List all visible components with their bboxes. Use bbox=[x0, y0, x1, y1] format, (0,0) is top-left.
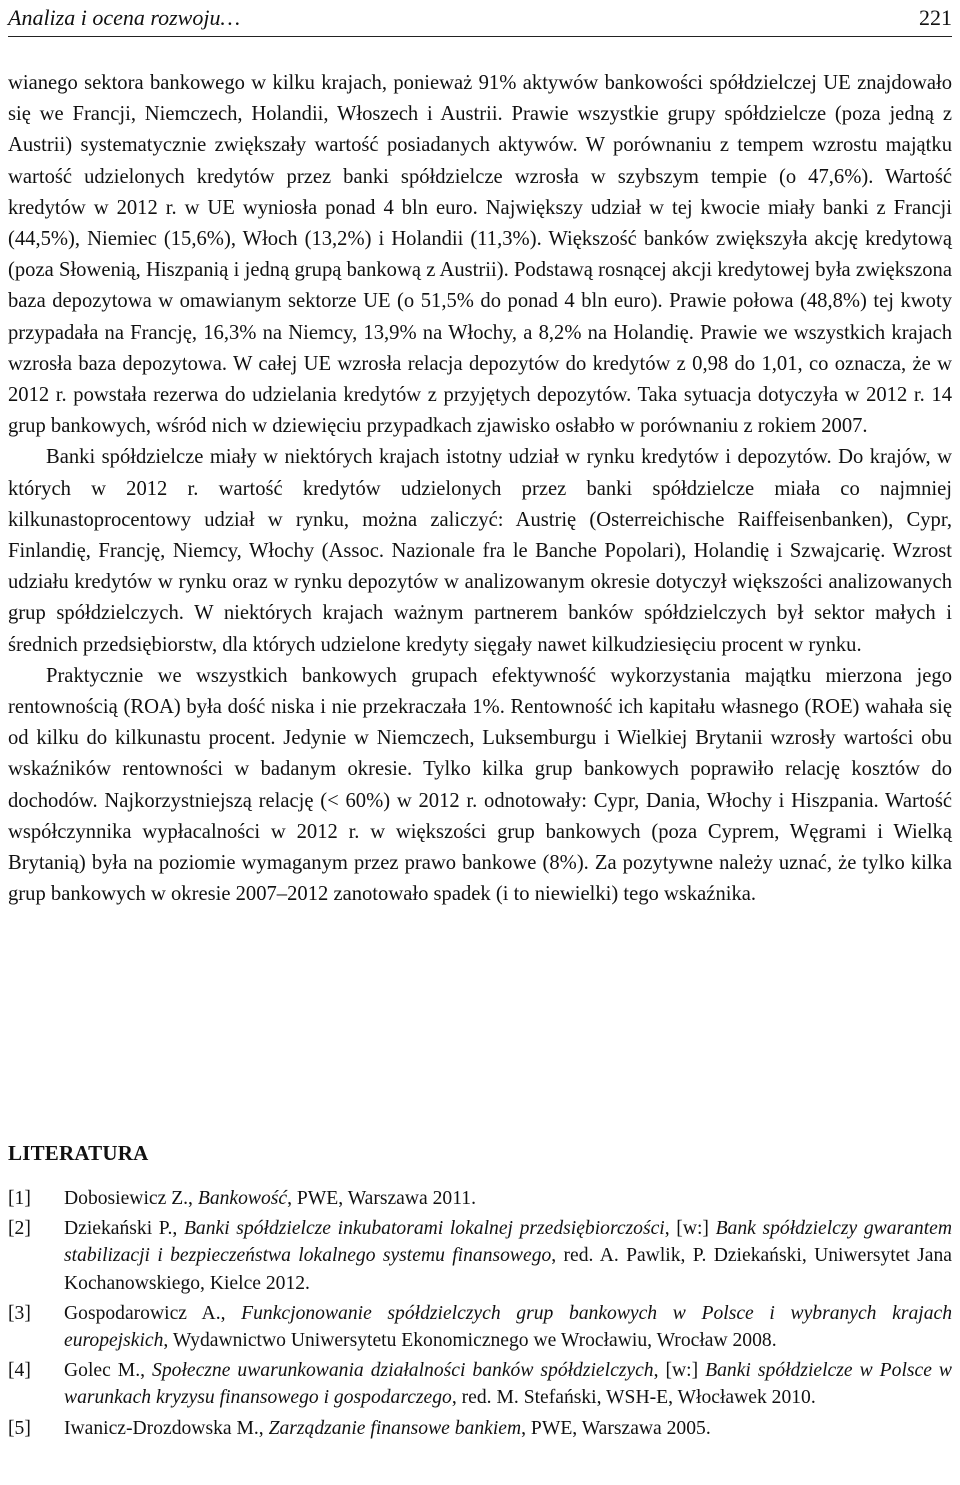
reference-title: Zarządzanie finansowe bankiem bbox=[268, 1417, 522, 1439]
paragraph-1: wianego sektora bankowego w kilku krajach, ponieważ 91% aktywów bankowości spółdzielczej UE znajdowało się we Francji, Niemczech, Holandii, Włoszech i Austrii. Prawie wszystkie grupy spółdzielcze (poza jedną z Austrii) systematycznie zwiększały wartość posiadanych aktywów. W porównaniu z tempem wzrostu majątku wartość udzielonych kredytów przez banki spółdzielcze wzrosła w szybszym tempie (o 47,6%). Wartość kredytów w 2012 r. w UE wyniosła ponad 4 bln euro. Największy udział w tej kwocie miały banki z Francji (44,5%), Niemiec (15,6%), Włoch (13,2%) i Holandii (11,3%). Większość banków zwiększyła akcję kredytową (poza Słowenią, Hiszpanią i jedną grupą bankową z Austrii). Podstawą rosnącej akcji kredytowej była zwiększona baza depozytowa w omawianym sektorze UE (o 51,5% do ponad 4 bln euro). Prawie połowa (48,8%) tej kwoty przypadała na Francję, 16,3% na Niemcy, 13,9% na Włochy, a 8,2% na Holandię. Prawie we wszystkich krajach wzrosła baza depozytowa. W całej UE wzrosła relacja depozytów do kredytów z 0,98 do 1,01, co oznacza, że w 2012 r. powstała rezerwa do udzielania kredytów z przyjętych depozytów. Taka sytuacja dotyczyła w 2012 r. 14 grup bankowych, wśród nich w dziewięciu przypadkach zjawisko osłabło w porównaniu z rokiem 2007. bbox=[8, 72, 952, 438]
paragraph-2: Banki spółdzielcze miały w niektórych krajach istotny udział w rynku kredytów i depozytów. Do krajów, w których w 2012 r. wartość kredytów udzielonych przez banki spółdzielcze miała co najmniej kilkunastoprocentowy udział w rynku, można zaliczyć: Austrię (Osterreichische Raiffeisenbanken), Cypr, Finlandię, Francję, Niemcy, Włochy (Assoc. Nazionale fra le Banche Popolari), Holandię i Szwajcarię. Wzrost udziału kredytów w rynku oraz w rynku depozytów w analizowanym okresie dotyczył większości analizowanych grup spółdzielczych. W niektórych krajach ważnym partnerem banków spółdzielczych był sektor małych i średnich przedsiębiorstw, dla których udzielone kredyty sięgały nawet kilkudziesięciu procent w rynku. bbox=[8, 446, 952, 656]
reference-item bbox=[8, 1357, 952, 1411]
reference-author: Dobosiewicz Z., bbox=[64, 1188, 198, 1209]
reference-author: Dziekański P., bbox=[64, 1218, 184, 1240]
reference-connector: , [w:] bbox=[653, 1360, 706, 1382]
reference-author: Golec M., bbox=[64, 1360, 153, 1382]
reference-author: Gospodarowicz A., bbox=[64, 1302, 242, 1324]
reference-item bbox=[8, 1215, 952, 1297]
reference-number: [3] bbox=[8, 1302, 31, 1324]
reference-title: Społeczne uwarunkowania działalności banków spółdzielczych bbox=[152, 1360, 654, 1382]
reference-book-title: Bank spółdzielczy gwarantem stabilizacji i bezpieczeństwa lokalnego systemu finansowego bbox=[64, 1218, 952, 1267]
reference-details: , PWE, Warszawa 2011. bbox=[287, 1188, 476, 1209]
reference-number: [2] bbox=[8, 1218, 31, 1240]
page-number: 221 bbox=[919, 5, 952, 30]
reference-details: , red. M. Stefański, WSH-E, Włocławek 2010. bbox=[451, 1387, 816, 1409]
reference-book-title: Banki spółdzielcze w Polsce w warunkach kryzysu finansowego i gospodarczego bbox=[64, 1360, 952, 1409]
reference-title: Funkcjonowanie spółdzielczych grup bankowych w Polsce i wybranych krajach europejskich bbox=[64, 1302, 952, 1352]
bibliography-heading: LITERATURA bbox=[8, 1141, 149, 1165]
reference-title: Banki spółdzielcze inkubatorami lokalnej przedsiębiorczości bbox=[183, 1218, 665, 1240]
running-header bbox=[8, 0, 952, 37]
reference-text bbox=[64, 1357, 952, 1411]
reference-item bbox=[8, 1415, 952, 1442]
body-text bbox=[8, 68, 952, 910]
reference-author: Iwanicz-Drozdowska M., bbox=[64, 1417, 269, 1439]
reference-number: [4] bbox=[8, 1360, 31, 1382]
reference-number: [5] bbox=[8, 1417, 31, 1439]
reference-text bbox=[64, 1215, 952, 1297]
reference-details: , Wydawnictwo Uniwersytetu Ekonomicznego we Wrocławiu, Wrocław 2008. bbox=[163, 1330, 777, 1352]
reference-details: , red. A. Pawlik, P. Dziekański, Uniwersytet Jana Kochanowskiego, Kielce 2012. bbox=[64, 1245, 952, 1294]
paragraph-3: Praktycznie we wszystkich bankowych grupach efektywność wykorzystania majątku mierzona jego rentownością (ROA) była dość niska i nie przekraczała 1%. Rentowność ich kapitału własnego (ROE) wahała się od kilku do kilkunastu procent. Jedynie w Niemczech, Luksemburgu i Wielkiej Brytanii wzrosły wartości obu wskaźników rentowności w badanym okresie. Tylko kilka grup bankowych poprawiło relację kosztów do dochodów. Najkorzystniejszą relację (< 60%) w 2012 r. odnotowały: Cypr, Dania, Włochy i Hiszpania. Wartość współczynnika wypłacalności w 2012 r. w większości grup bankowych (poza Cyprem, Węgrami i Wielką Brytanią) była na poziomie wymaganym przez prawo bankowe (8%). Za pozytywne należy uznać, że tylko kilka grup bankowych w okresie 2007–2012 zanotowało spadek (i to niewielki) tego wskaźnika. bbox=[8, 664, 952, 906]
reference-text bbox=[64, 1185, 952, 1212]
reference-item bbox=[8, 1300, 952, 1354]
reference-list bbox=[8, 1185, 952, 1445]
reference-details: , PWE, Warszawa 2005. bbox=[521, 1417, 711, 1439]
reference-number: [1] bbox=[8, 1188, 31, 1209]
reference-text bbox=[64, 1415, 952, 1442]
reference-text bbox=[64, 1300, 952, 1354]
reference-item bbox=[8, 1185, 952, 1212]
running-title: Analiza i ocena rozwoju… bbox=[8, 5, 241, 30]
reference-connector: , [w:] bbox=[664, 1218, 716, 1240]
reference-title: Bankowość bbox=[197, 1188, 288, 1209]
